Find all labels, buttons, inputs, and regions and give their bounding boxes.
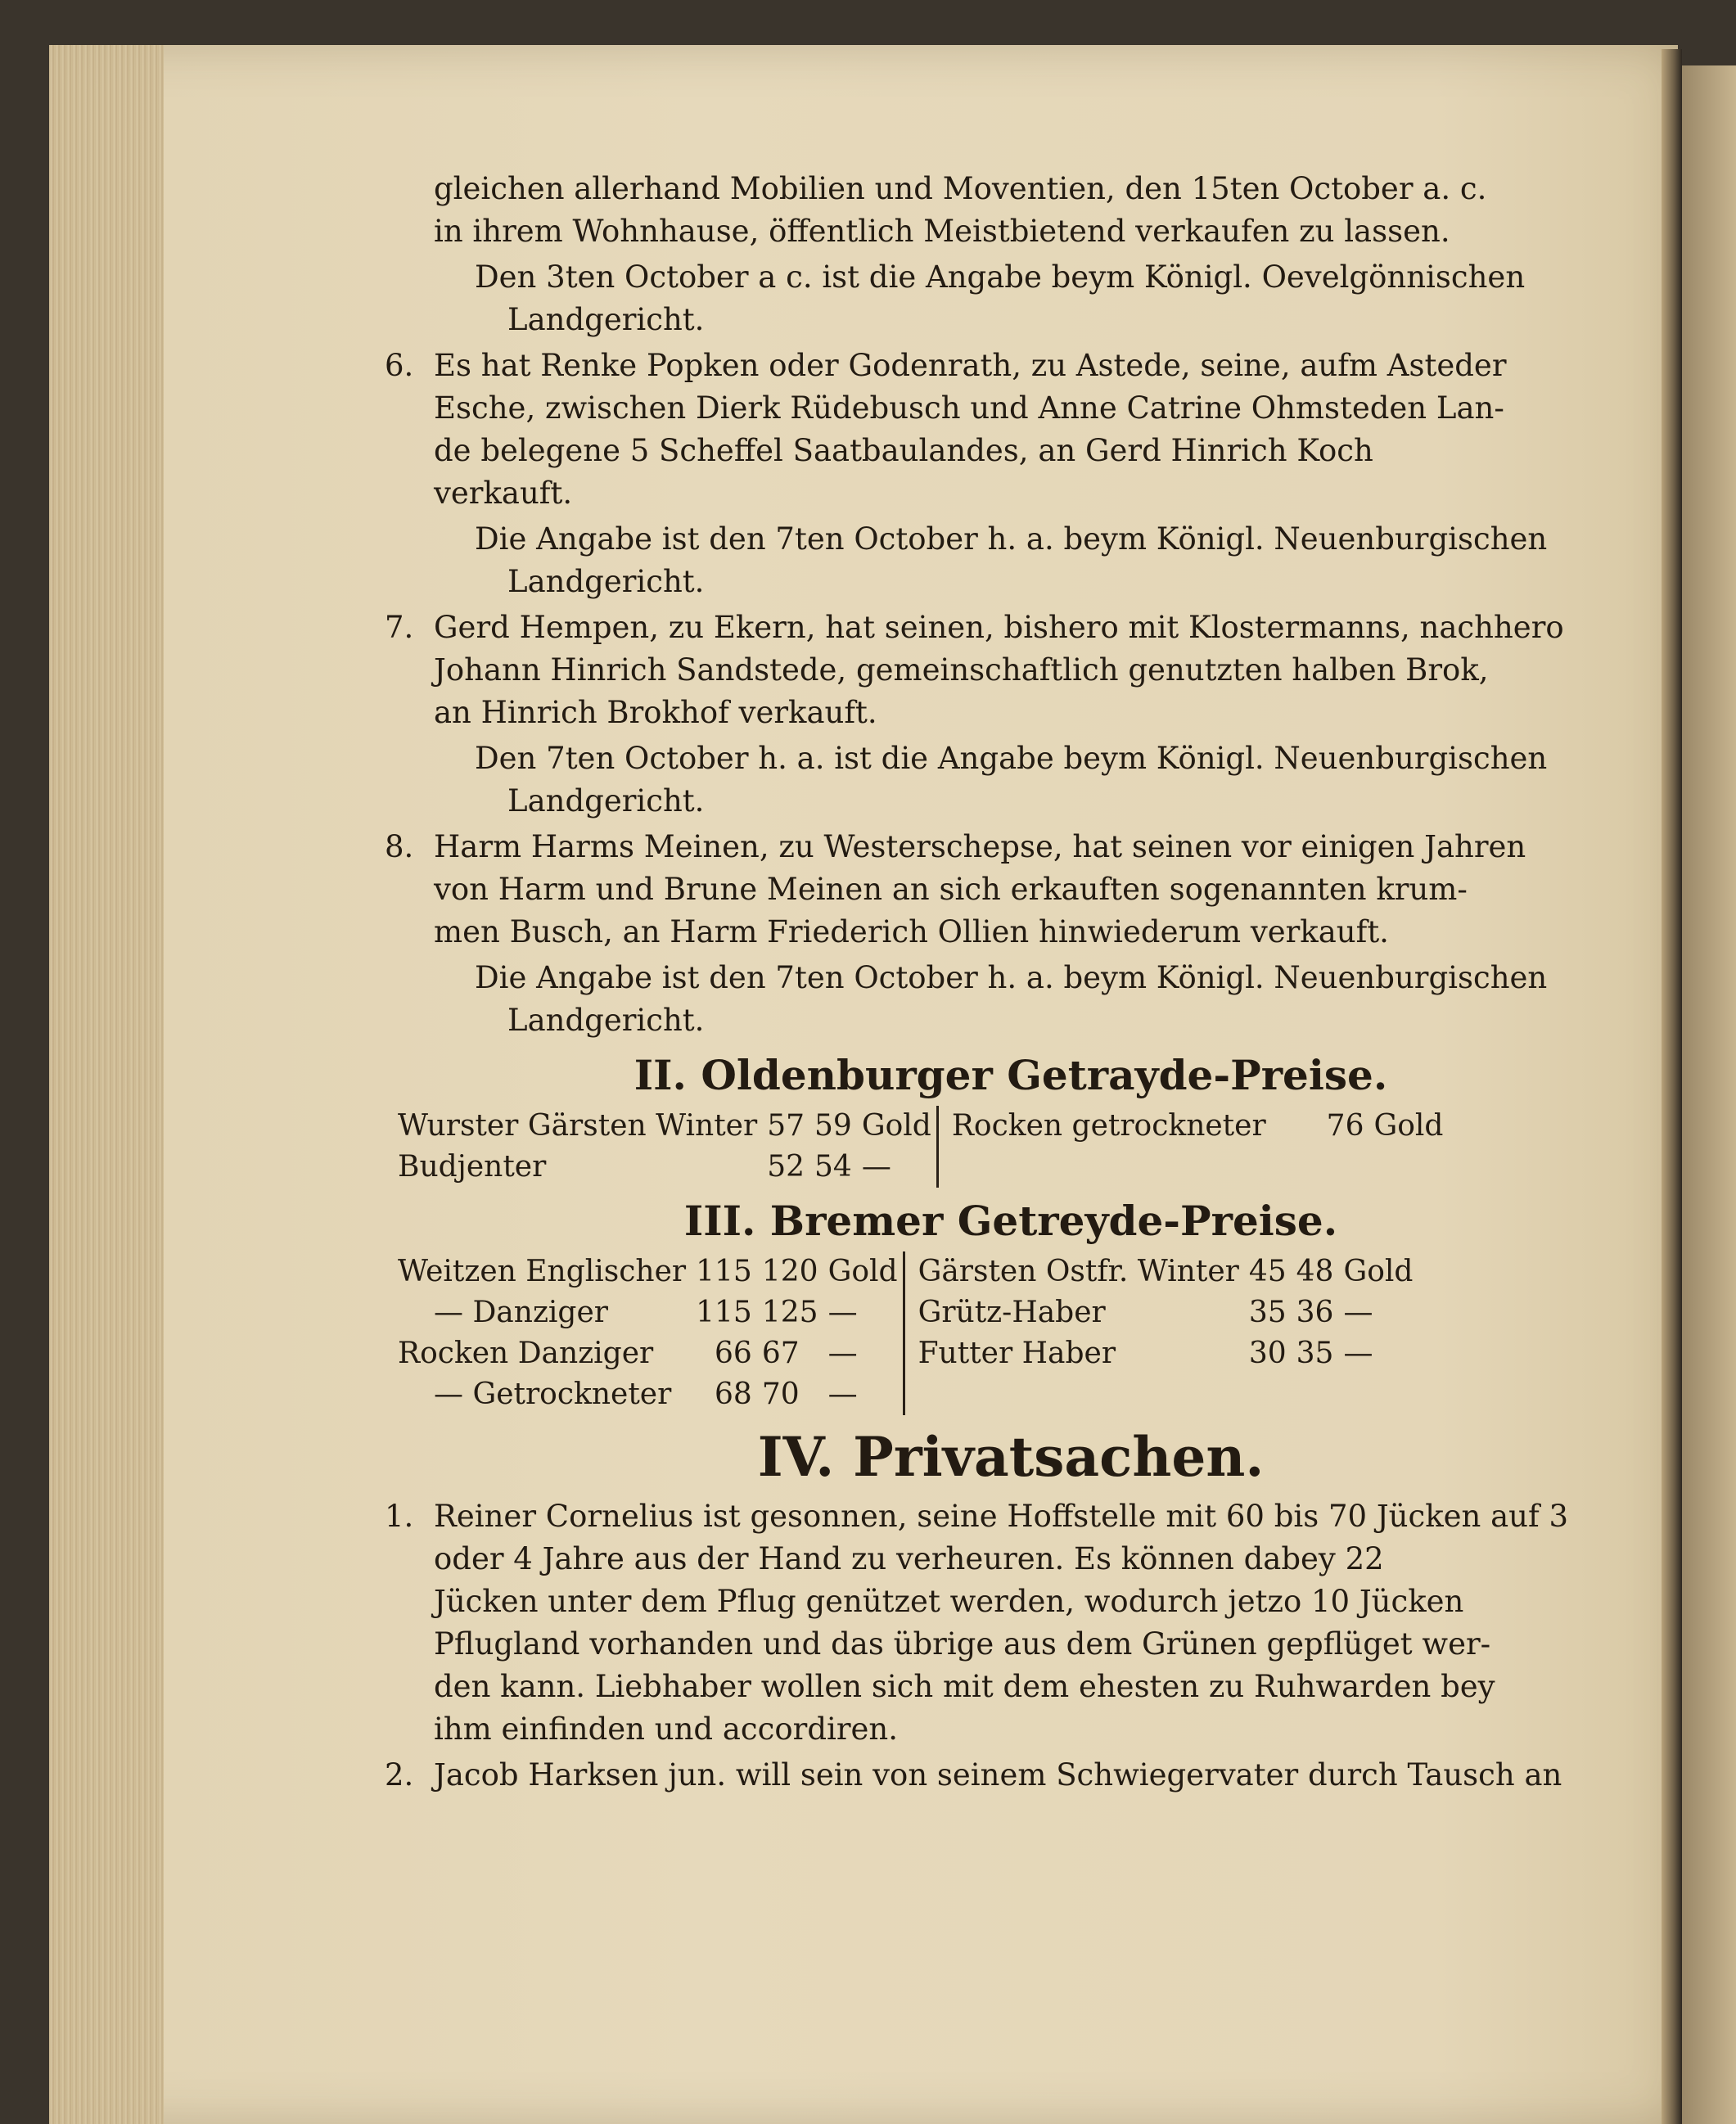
text-line: Den 7ten October h. a. ist die Angabe beym Königl. Neuenburgischen <box>475 741 1548 776</box>
price-row <box>393 1251 1418 1292</box>
text-line: in ihrem Wohnhause, öffentlich Meistbietend verkaufen zu lassen. <box>434 214 1450 249</box>
price-high: 67 <box>761 1337 800 1370</box>
column-divider <box>904 1251 913 1292</box>
text-line: an Hinrich Brokhof verkauft. <box>434 695 877 730</box>
price-low <box>1271 1147 1322 1188</box>
price-high: 48 <box>1296 1255 1334 1288</box>
price-row <box>393 1147 1448 1188</box>
bremen-price-table <box>393 1251 1418 1415</box>
section-heading-oldenburg: II. Oldenburger Getrayde-Preise. <box>634 1051 1388 1099</box>
grain-name: Wurster Gärsten Winter <box>398 1109 758 1143</box>
notice-item-7 <box>385 607 1621 734</box>
price-low: 45 <box>1248 1255 1287 1288</box>
price-high: 54 <box>814 1150 852 1184</box>
text-line: Landgericht. <box>507 1003 705 1038</box>
column-divider <box>904 1374 913 1415</box>
price-row <box>393 1374 1418 1415</box>
item-number: 8. <box>385 829 414 864</box>
price-row <box>393 1292 1418 1333</box>
price-low: 66 <box>715 1337 752 1370</box>
note-paragraph <box>401 737 1621 823</box>
column-divider <box>904 1292 913 1333</box>
price-low: 68 <box>715 1378 752 1411</box>
section-heading-private: IV. Privatsachen. <box>757 1425 1265 1489</box>
text-line: Den 3ten October a c. ist die Angabe beym Königl. Oevelgönnischen <box>475 259 1526 295</box>
price-high <box>1292 1374 1339 1415</box>
text-line: ihm einfinden und accordiren. <box>434 1711 899 1747</box>
grain-name: Rocken getrockneter <box>951 1109 1266 1143</box>
note-paragraph <box>401 518 1621 603</box>
price-high: 59 <box>814 1109 852 1143</box>
book-gutter <box>1662 49 1682 2124</box>
price-unit: Gold <box>861 1109 931 1143</box>
price-high <box>1322 1147 1369 1188</box>
private-item-2 <box>385 1754 1621 1797</box>
column-divider <box>937 1147 947 1188</box>
item-number: 2. <box>385 1757 414 1793</box>
price-high: 76 <box>1326 1109 1364 1143</box>
text-line: Die Angabe ist den 7ten October h. a. beym Königl. Neuenburgischen <box>475 521 1548 557</box>
price-low <box>1271 1106 1322 1147</box>
text-line: Es hat Renke Popken oder Godenrath, zu Astede, seine, aufm Asteder <box>434 348 1507 383</box>
oldenburg-price-table <box>393 1106 1448 1188</box>
grain-name: — Danziger <box>434 1296 608 1329</box>
text-line: Landgericht. <box>507 564 705 599</box>
price-high: 120 <box>761 1255 818 1288</box>
price-unit: — <box>1343 1296 1373 1329</box>
text-line: Pflugland vorhanden und das übrige aus dem Grünen gepflüget wer- <box>434 1626 1491 1662</box>
grain-name <box>913 1374 1244 1415</box>
text-line: Johann Hinrich Sandstede, gemeinschaftlich genutzten halben Brok, <box>434 652 1489 688</box>
text-line: Gerd Hempen, zu Ekern, hat seinen, bishero mit Klostermanns, nachhero <box>434 610 1564 645</box>
price-unit: Gold <box>827 1255 898 1288</box>
text-line: Die Angabe ist den 7ten October h. a. beym Königl. Neuenburgischen <box>475 960 1548 995</box>
price-unit: Gold <box>1373 1109 1444 1143</box>
price-high: 36 <box>1296 1296 1334 1329</box>
price-unit <box>1338 1374 1418 1415</box>
text-line: Jücken unter dem Pflug genützet werden, wodurch jetzo 10 Jücken <box>434 1584 1464 1619</box>
grain-name: Gärsten Ostfr. Winter <box>918 1255 1239 1288</box>
notice-item-8 <box>385 826 1621 954</box>
text-line: men Busch, an Harm Friederich Ollien hinwiederum verkauft. <box>434 914 1389 949</box>
price-unit: — <box>827 1337 858 1370</box>
price-row <box>393 1333 1418 1374</box>
price-unit: — <box>1343 1337 1373 1370</box>
facing-page-edge <box>1682 65 1736 2124</box>
price-low: 115 <box>696 1255 752 1288</box>
price-low: 35 <box>1248 1296 1287 1329</box>
price-unit: — <box>861 1150 891 1184</box>
grain-name <box>947 1147 1271 1188</box>
item-number: 7. <box>385 610 414 645</box>
text-line: Esche, zwischen Dierk Rüdebusch und Anne Catrine Ohmsteden Lan- <box>434 390 1504 426</box>
text-line: de belegene 5 Scheffel Saatbaulandes, an Gerd Hinrich Koch <box>434 433 1373 468</box>
price-unit: — <box>827 1296 858 1329</box>
page-edges <box>49 45 164 2124</box>
grain-name: — Getrockneter <box>434 1378 672 1411</box>
text-line: den kann. Liebhaber wollen sich mit dem ehesten zu Ruhwarden bey <box>434 1669 1495 1704</box>
item-number: 6. <box>385 348 414 383</box>
text-line: von Harm und Brune Meinen an sich erkauften sogenannten krum- <box>434 872 1468 907</box>
text-line: Reiner Cornelius ist gesonnen, seine Hoffstelle mit 60 bis 70 Jücken auf 3 <box>434 1499 1569 1534</box>
price-low: 30 <box>1248 1337 1287 1370</box>
text-line: Landgericht. <box>507 302 705 337</box>
text-line: Jacob Harksen jun. will sein von seinem Schwiegervater durch Tausch an <box>434 1757 1562 1793</box>
text-line: oder 4 Jahre aus der Hand zu verheuren. Es können dabey 22 <box>434 1541 1384 1576</box>
notice-item-6 <box>385 345 1621 515</box>
section-heading-bremen: III. Bremer Getreyde-Preise. <box>683 1197 1338 1245</box>
price-high: 125 <box>761 1296 818 1329</box>
grain-name: Futter Haber <box>918 1337 1116 1370</box>
text-line: Landgericht. <box>507 783 705 818</box>
continuation-paragraph <box>401 168 1621 253</box>
note-paragraph <box>401 256 1621 341</box>
text-line: verkauft. <box>434 476 573 511</box>
column-divider <box>937 1106 947 1147</box>
grain-name: Grütz-Haber <box>918 1296 1106 1329</box>
price-high: 35 <box>1296 1337 1334 1370</box>
price-unit <box>1369 1147 1448 1188</box>
page-text <box>385 168 1621 2034</box>
text-line: gleichen allerhand Mobilien und Moventien, den 15ten October a. c. <box>434 171 1487 206</box>
price-low <box>1244 1374 1292 1415</box>
price-unit: Gold <box>1343 1255 1414 1288</box>
price-high: 70 <box>761 1378 800 1411</box>
grain-name: Rocken Danziger <box>398 1337 654 1370</box>
grain-name: Weitzen Englischer <box>398 1255 687 1288</box>
price-row <box>393 1106 1448 1147</box>
item-number: 1. <box>385 1499 414 1534</box>
price-unit: — <box>827 1378 858 1411</box>
price-low: 52 <box>767 1150 805 1184</box>
grain-name: Budjenter <box>398 1150 547 1184</box>
note-paragraph <box>401 957 1621 1042</box>
private-item-1 <box>385 1495 1621 1751</box>
column-divider <box>904 1333 913 1374</box>
price-low: 115 <box>696 1296 752 1329</box>
text-line: Harm Harms Meinen, zu Westerschepse, hat seinen vor einigen Jahren <box>434 829 1526 864</box>
price-low: 57 <box>767 1109 805 1143</box>
